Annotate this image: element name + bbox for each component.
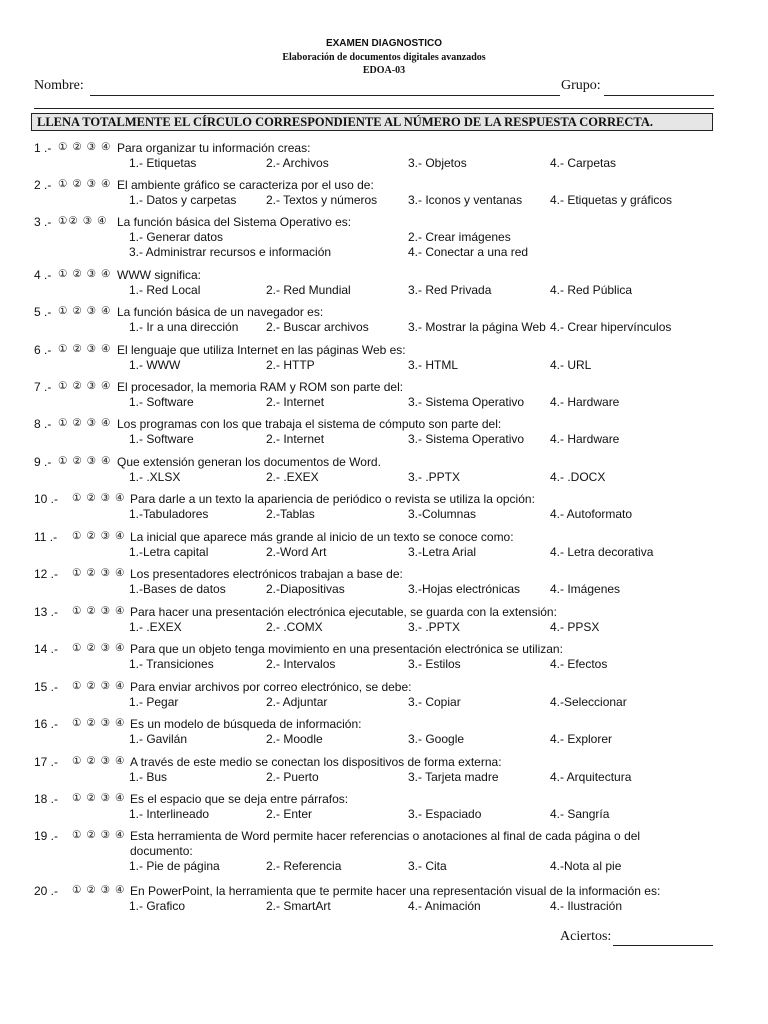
answer-bubbles[interactable]: ① ② ③ ④ (58, 178, 112, 190)
instructions-banner: LLENA TOTALMENTE EL CÍRCULO CORRESPONDIENTE AL NÚMERO DE LA RESPUESTA CORRECTA. (31, 113, 713, 131)
answer-option-1: 1.- Gavilán (129, 732, 188, 746)
exam-subtitle: Elaboración de documentos digitales avanzados (282, 52, 486, 63)
question-text: Para que un objeto tenga movimiento en una presentación electrónica se utilizan: (130, 642, 563, 656)
answer-option-4: 4.- Conectar a una red (408, 245, 529, 259)
answer-option-4: 4.- Crear hipervínculos (550, 320, 672, 334)
answer-option-3: 3.-Columnas (408, 507, 477, 521)
question-number: 17 .- (34, 755, 59, 769)
answer-option-1: 1.- Etiquetas (129, 156, 197, 170)
answer-bubbles[interactable]: ① ② ③ ④ (72, 567, 126, 579)
answer-option-1: 1.- Software (129, 395, 194, 409)
answer-bubbles[interactable]: ① ② ③ ④ (58, 380, 112, 392)
question-number: 1 .- (34, 141, 52, 155)
answer-option-4: 4.- Autoformato (550, 507, 633, 521)
question-number: 8 .- (34, 417, 52, 431)
answer-bubbles[interactable]: ① ② ③ ④ (72, 829, 126, 841)
answer-option-4: 4.- Ilustración (550, 899, 623, 913)
answer-option-2: 2.-Word Art (266, 545, 327, 559)
answer-option-3: 3.-Letra Arial (408, 545, 477, 559)
answer-option-2: 2.- Internet (266, 395, 325, 409)
question-number: 9 .- (34, 455, 52, 469)
answer-option-4: 4.- Sangría (550, 807, 610, 821)
question-text: Es el espacio que se deja entre párrafos: (130, 792, 349, 806)
answer-option-1: 1.- Datos y carpetas (129, 193, 237, 207)
answer-option-3: 3.- Sistema Operativo (408, 432, 525, 446)
answer-option-2: 2.- Referencia (266, 859, 342, 873)
question-text: Para darle a un texto la apariencia de periódico o revista se utiliza la opción: (130, 492, 535, 506)
question-number: 3 .- (34, 215, 52, 229)
answer-option-4: 4.- Hardware (550, 395, 620, 409)
answer-option-4: 4.- Red Pública (550, 283, 633, 297)
answer-option-1: 1.- Interlineado (129, 807, 210, 821)
answer-option-3: 3.- Sistema Operativo (408, 395, 525, 409)
answer-option-2: 2.- Textos y números (266, 193, 378, 207)
answer-option-1: 1.- Ir a una dirección (129, 320, 239, 334)
answer-option-2: 2.- Buscar archivos (266, 320, 369, 334)
question-number: 4 .- (34, 268, 52, 282)
answer-option-1: 1.- Red Local (129, 283, 201, 297)
answer-option-3: 3.- .PPTX (408, 470, 461, 484)
question-text: El procesador, la memoria RAM y ROM son parte del: (117, 380, 404, 394)
answer-option-1: 1.- WWW (129, 358, 181, 372)
question-text: Para hacer una presentación electrónica ejecutable, se guarda con la extensión: (130, 605, 557, 619)
question-number: 15 .- (34, 680, 59, 694)
answer-option-3: 3.- Iconos y ventanas (408, 193, 523, 207)
answer-option-4: 4.- .DOCX (550, 470, 606, 484)
question-number: 7 .- (34, 380, 52, 394)
question-text: La inicial que aparece más grande al inicio de un texto se conoce como: (130, 530, 514, 544)
answer-option-3: 4.- Animación (408, 899, 481, 913)
question-number: 2 .- (34, 178, 52, 192)
name-field[interactable] (90, 95, 560, 96)
question-number: 12 .- (34, 567, 59, 581)
answer-option-3: 3.-Hojas electrónicas (408, 582, 521, 596)
answer-bubbles[interactable]: ① ② ③ ④ (72, 642, 126, 654)
answer-option-4: 4.- Hardware (550, 432, 620, 446)
answer-option-4: 4.-Seleccionar (550, 695, 627, 709)
question-text: Que extensión generan los documentos de Word. (117, 455, 381, 469)
answer-option-1: 1.- Pegar (129, 695, 179, 709)
question-text: Esta herramienta de Word permite hacer referencias o anotaciones al final de cada página o del documento: (130, 829, 641, 858)
answer-bubbles[interactable]: ① ② ③ ④ (72, 717, 126, 729)
question-number: 13 .- (34, 605, 59, 619)
answer-option-2: 2.- .EXEX (266, 470, 319, 484)
answer-option-3: 3.- Copiar (408, 695, 461, 709)
answer-bubbles[interactable]: ① ② ③ ④ (58, 343, 112, 355)
answer-option-4: 4.- Explorer (550, 732, 613, 746)
answer-option-2: 2.-Diapositivas (266, 582, 345, 596)
answer-bubbles[interactable]: ① ② ③ ④ (72, 680, 126, 692)
answer-option-1: 1.- Transiciones (129, 657, 214, 671)
answer-option-2: 2.- Internet (266, 432, 325, 446)
answer-option-1: 1.- Grafico (129, 899, 186, 913)
answer-option-4: 4.- Letra decorativa (550, 545, 654, 559)
question-number: 5 .- (34, 305, 52, 319)
score-field[interactable] (613, 945, 713, 946)
answer-bubbles[interactable]: ① ② ③ ④ (58, 141, 112, 153)
name-label: Nombre: (34, 78, 84, 93)
question-number: 10 .- (34, 492, 59, 506)
answer-option-3: 3.- Mostrar la página Web (408, 320, 546, 334)
answer-bubbles[interactable]: ① ② ③ ④ (72, 530, 126, 542)
answer-option-2: 2.- Red Mundial (266, 283, 351, 297)
answer-bubbles[interactable]: ① ② ③ ④ (72, 792, 126, 804)
group-field[interactable] (604, 95, 714, 96)
exam-code: EDOA-03 (362, 65, 406, 76)
question-number: 11 .- (34, 530, 58, 544)
score-label: Aciertos: (560, 929, 612, 944)
answer-option-1: 1.- Pie de página (129, 859, 220, 873)
question-text: El ambiente gráfico se caracteriza por el uso de: (117, 178, 374, 192)
answer-option-3: 3.- Red Privada (408, 283, 492, 297)
answer-option-2: 2.- Puerto (266, 770, 319, 784)
answer-option-2: 2.- Intervalos (266, 657, 336, 671)
answer-option-2: 2.- Moodle (266, 732, 323, 746)
answer-option-4: 4.- Etiquetas y gráficos (550, 193, 673, 207)
answer-bubbles[interactable]: ① ② ③ ④ (72, 492, 126, 504)
question-number: 19 .- (34, 829, 59, 843)
answer-option-4: 4.- Arquitectura (550, 770, 632, 784)
student-info-row (34, 78, 714, 98)
answer-option-3: 3.- Tarjeta madre (408, 770, 499, 784)
answer-option-2: 2.- Adjuntar (266, 695, 328, 709)
answer-option-2: 2.- .COMX (266, 620, 323, 634)
answer-option-1: 1.-Letra capital (129, 545, 209, 559)
answer-option-1: 1.- .EXEX (129, 620, 182, 634)
question-text: La función básica de un navegador es: (117, 305, 324, 319)
question-text: El lenguaje que utiliza Internet en las páginas Web es: (117, 343, 406, 357)
answer-option-3: 3.- Espaciado (408, 807, 482, 821)
answer-option-4: 4.-Nota al pie (550, 859, 622, 873)
answer-option-1: 1.- .XLSX (129, 470, 181, 484)
question-text: Para organizar tu información creas: (117, 141, 311, 155)
question-text: Los presentadores electrónicos trabajan a base de: (130, 567, 403, 581)
answer-bubbles[interactable]: ① ② ③ ④ (58, 305, 112, 317)
answer-option-3: 3.- Administrar recursos e información (129, 245, 332, 259)
answer-option-3: 3.- Cita (408, 859, 447, 873)
answer-option-2: 2.- Enter (266, 807, 313, 821)
answer-bubbles[interactable]: ① ② ③ ④ (58, 455, 112, 467)
answer-option-3: 3.- Objetos (408, 156, 467, 170)
answer-option-2: 2.- Crear imágenes (408, 230, 511, 244)
question-number: 6 .- (34, 343, 52, 357)
answer-option-2: 2.- HTTP (266, 358, 315, 372)
answer-bubbles[interactable]: ① ② ③ ④ (58, 417, 112, 429)
exam-title: EXAMEN DIAGNOSTICO (325, 38, 443, 49)
answer-option-2: 2.- Archivos (266, 156, 329, 170)
answer-option-1: 1.- Software (129, 432, 194, 446)
score-area (560, 929, 611, 945)
answer-bubbles[interactable]: ①② ③ ④ (58, 215, 108, 227)
question-number: 18 .- (34, 792, 59, 806)
question-text: WWW significa: (117, 268, 201, 282)
answer-option-4: 4.- Carpetas (550, 156, 617, 170)
answer-option-3: 3.- Google (408, 732, 465, 746)
question-number: 20 .- (34, 884, 59, 898)
answer-bubbles[interactable]: ① ② ③ ④ (72, 605, 126, 617)
answer-option-1: 1.- Bus (129, 770, 168, 784)
question-number: 16 .- (34, 717, 59, 731)
answer-option-4: 4.- Efectos (550, 657, 608, 671)
answer-option-2: 2.- SmartArt (266, 899, 331, 913)
answer-option-4: 4.- Imágenes (550, 582, 621, 596)
question-text: En PowerPoint, la herramienta que te permite hacer una representación visual de la información es: (130, 884, 661, 898)
answer-bubbles[interactable]: ① ② ③ ④ (72, 755, 126, 767)
answer-option-1: 1.-Bases de datos (129, 582, 226, 596)
divider (34, 108, 714, 109)
answer-bubbles[interactable]: ① ② ③ ④ (58, 268, 112, 280)
question-text: Para enviar archivos por correo electrónico, se debe: (130, 680, 412, 694)
answer-option-3: 3.- Estilos (408, 657, 461, 671)
answer-option-4: 4.- URL (550, 358, 592, 372)
answer-option-3: 3.- HTML (408, 358, 459, 372)
question-text: La función básica del Sistema Operativo es: (117, 215, 352, 229)
question-number: 14 .- (34, 642, 59, 656)
group-label: Grupo: (561, 78, 601, 93)
question-text: Es un modelo de búsqueda de información: (130, 717, 362, 731)
answer-option-1: 1.-Tabuladores (129, 507, 209, 521)
question-text: Los programas con los que trabaja el sistema de cómputo son parte del: (117, 417, 502, 431)
answer-bubbles[interactable]: ① ② ③ ④ (72, 884, 126, 896)
answer-option-4: 4.- PPSX (550, 620, 600, 634)
answer-option-3: 3.- .PPTX (408, 620, 461, 634)
question-text: A través de este medio se conectan los dispositivos de forma externa: (130, 755, 502, 769)
answer-option-1: 1.- Generar datos (129, 230, 224, 244)
answer-option-2: 2.-Tablas (266, 507, 315, 521)
